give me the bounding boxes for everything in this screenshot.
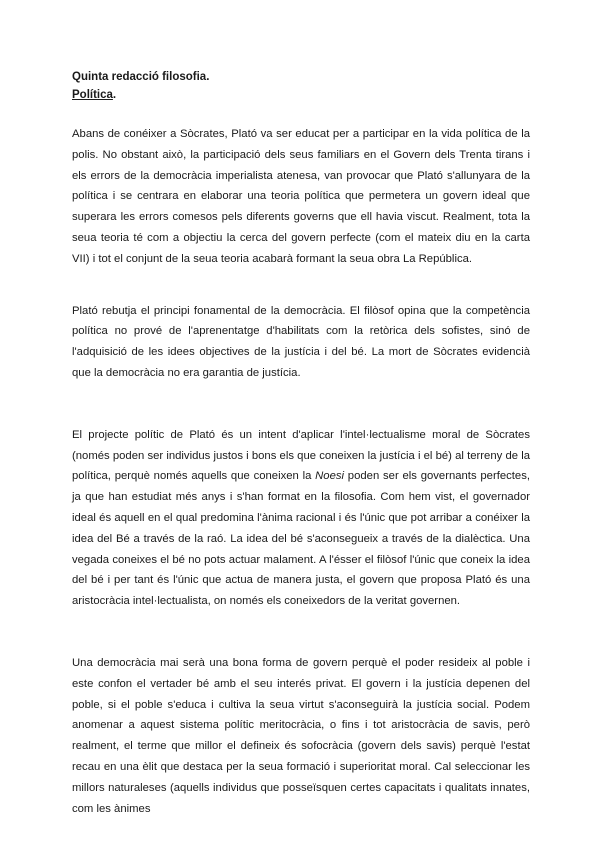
paragraph-3-part-b: poden ser els governants perfectes, ja que han estudiat més anys i s'han format en la filosofia. Com hem vist, el governador ideal és aquell en el qual predomina l'ànima racional i és l'únic que pot arribar a conéixer la idea del Bé a través de la raó. La idea del bé s'aconsegueix a través de la dialèctica. Una vegada coneixes el bé no pots actuar malament. A l'ésser el filòsof l'únic que coneix la idea del bé i per tant és l'únic que actua de manera justa, el govern que proposa Plató és una aristocràcia intel·lectualista, on només els coneixedors de la veritat governen.	[72, 470, 530, 608]
paragraph-1: Abans de conéixer a Sòcrates, Plató va ser educat per a participar en la vida política de la polis. No obstant això, la participació dels seus familiars en el Govern dels Trenta tirans i els errors de la democràcia imperialista atenesa, van provocar que Plató s'allunyara de la política i se centrara en elaborar una teoria política que permetera un govern ideal que superara les errors comesos pels diferents governs que ell havia viscut. Realment, tota la seua teoria té com a objectiu la cerca del govern perfecte (com el mateix diu en la carta VII) i tot el conjunt de la seua teoria acabarà formant la seua obra La República.	[72, 128, 530, 265]
document-title: Quinta redacció filosofia.	[72, 71, 210, 83]
document-subtitle	[72, 86, 530, 104]
paragraph-2: Plató rebutja el principi fonamental de la democràcia. El filòsof opina que la competència política no prové de l'aprenentatge d'habilitats com la retòrica dels sofistes, sinó de l'adquisició de les idees objectives de la justícia i del bé. La mort de Sòcrates evidencià que la democràcia no era garantia de justícia.	[72, 304, 530, 379]
subtitle-text: Política	[72, 89, 113, 101]
document-heading	[72, 68, 530, 104]
paragraph-4: Una democràcia mai serà una bona forma de govern perquè el poder resideix al poble i este confon el vertader bé amb el seu interés privat. El govern i la justícia depenen del poble, si el poble s'educa i cultiva la seua virtut s'aconseguirà la justícia social. Podem anomenar a aquest sistema polític meritocràcia, o fins i tot aristocràcia de savis, però realment, el terme que millor el defineix és sofocràcia (govern dels savis) perquè l'estat recau en una èlit que destaca per la seua formació i superioritat moral. Cal seleccionar les millors naturaleses (aquells individus que posseïsquen certes capacitats i qualitats innates, com les ànimes	[72, 656, 530, 815]
subtitle-period: .	[112, 89, 117, 101]
paragraph-3-part-a: El projecte polític de Plató és un intent d'aplicar l'intel·lectualisme moral de Sòcrates (només poden ser individus justos i bons els que coneixen la justícia i el bé) al terreny de la política, perquè només aquells que coneixen la	[72, 428, 530, 483]
paragraph-3-emphasis: Noesi	[315, 470, 345, 483]
paragraph-3	[72, 425, 530, 612]
